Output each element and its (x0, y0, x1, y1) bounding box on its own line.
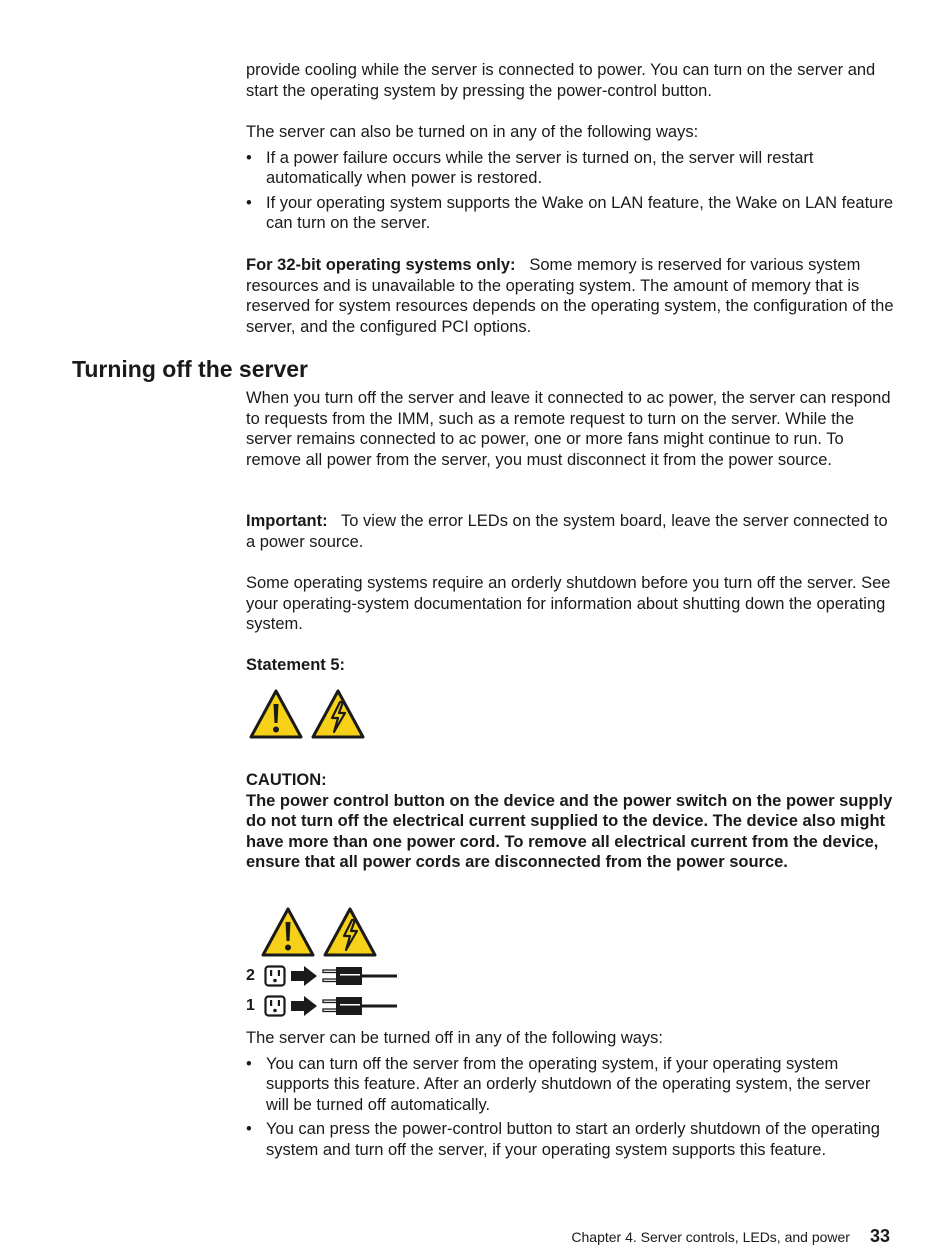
page-number: 33 (869, 1226, 890, 1246)
turn-off-intro (246, 388, 896, 470)
section-paragraph-2: Some operating systems require an orderly shutdown before you turn off the server. See your operating-system documentation for information about shutting down the operating system. (246, 574, 891, 634)
power-on-list (246, 148, 896, 234)
power-outlet-icon (264, 995, 286, 1017)
list-item (246, 1119, 896, 1160)
electrical-hazard-icon (322, 906, 378, 958)
section-paragraph-1: When you turn off the server and leave it connected to ac power, the server can respond to requests from the IMM, such as a remote request to turn on the server. While the server remains connected to ac power, one or more fans might continue to run. To remove all power from the server, you must disconnect it from the power source. (246, 389, 891, 469)
list-item (246, 1054, 896, 1116)
list-item-text: You can turn off the server from the operating system, if your operating system supports this feature. After an orderly shutdown of the operating system, the server will be turned off automatically. (266, 1054, 871, 1114)
power-cord-row-1 (246, 995, 398, 1017)
footer-chapter-title: Chapter 4. Server controls, LEDs, and power (571, 1229, 850, 1245)
arrow-right-icon (290, 995, 318, 1017)
list-item-text: If your operating system supports the Wake on LAN feature, the Wake on LAN feature can turn on the server. (266, 193, 894, 233)
statement-block (246, 655, 896, 676)
intro-block (246, 60, 896, 101)
turn-off-ways-block (246, 1028, 896, 1161)
electrical-hazard-icon (310, 688, 366, 740)
section-paragraph-3: The server can be turned off in any of the following ways: (246, 1029, 664, 1047)
important-text: To view the error LEDs on the system board, leave the server connected to a power source. (246, 512, 888, 551)
bullet-icon: • (246, 193, 252, 212)
caution-block (246, 770, 896, 873)
list-item-text: If a power failure occurs while the server is turned on, the server will restart automatically when power is restored. (266, 148, 814, 188)
caution-label: CAUTION: (246, 771, 327, 789)
exclamation-warning-icon (260, 906, 316, 958)
intro-paragraph-2: The server can also be turned on in any of the following ways: (246, 123, 699, 141)
caution-text: The power control button on the device and the power switch on the power supply do not turn off the electrical current supplied to the device. The device also might have more than one power cord. To remove all electrical current from the device, ensure that all power cords are disconnected from the power source. (246, 791, 893, 872)
page-footer (571, 1226, 890, 1247)
important-label: Important: (246, 512, 328, 530)
list-item (246, 193, 896, 234)
section-title: Turning off the server (72, 356, 308, 382)
caution-icons (260, 906, 378, 958)
shutdown-note (246, 573, 896, 635)
statement-label: Statement 5: (246, 656, 346, 674)
memory-note (246, 255, 896, 337)
statement-icons (248, 688, 366, 740)
important-note (246, 511, 896, 552)
power-cord-number: 2 (246, 967, 255, 984)
power-outlet-icon (264, 965, 286, 987)
intro-ways-block (246, 122, 896, 234)
power-plug-icon (322, 995, 398, 1017)
intro-paragraph-1: provide cooling while the server is connected to power. You can turn on the server and start the operating system by pressing the power-control button. (246, 61, 876, 100)
exclamation-warning-icon (248, 688, 304, 740)
arrow-right-icon (290, 965, 318, 987)
list-item-text: You can press the power-control button to start an orderly shutdown of the operating system and turn off the server, if your operating system supports this feature. (266, 1120, 880, 1159)
bullet-icon: • (246, 1054, 252, 1073)
note-label: For 32-bit operating systems only: (246, 256, 516, 274)
bullet-icon: • (246, 148, 252, 167)
list-item (246, 148, 896, 189)
power-cord-number: 1 (246, 997, 255, 1014)
power-off-list (246, 1054, 896, 1161)
power-plug-icon (322, 965, 398, 987)
bullet-icon: • (246, 1120, 252, 1139)
power-cord-row-2 (246, 965, 398, 987)
note-text: Some memory is reserved for various system resources and is unavailable to the operating system. The amount of memory that is reserved for system resources depends on the operating system, the configuration of the server, and the configured PCI options. (246, 256, 894, 336)
